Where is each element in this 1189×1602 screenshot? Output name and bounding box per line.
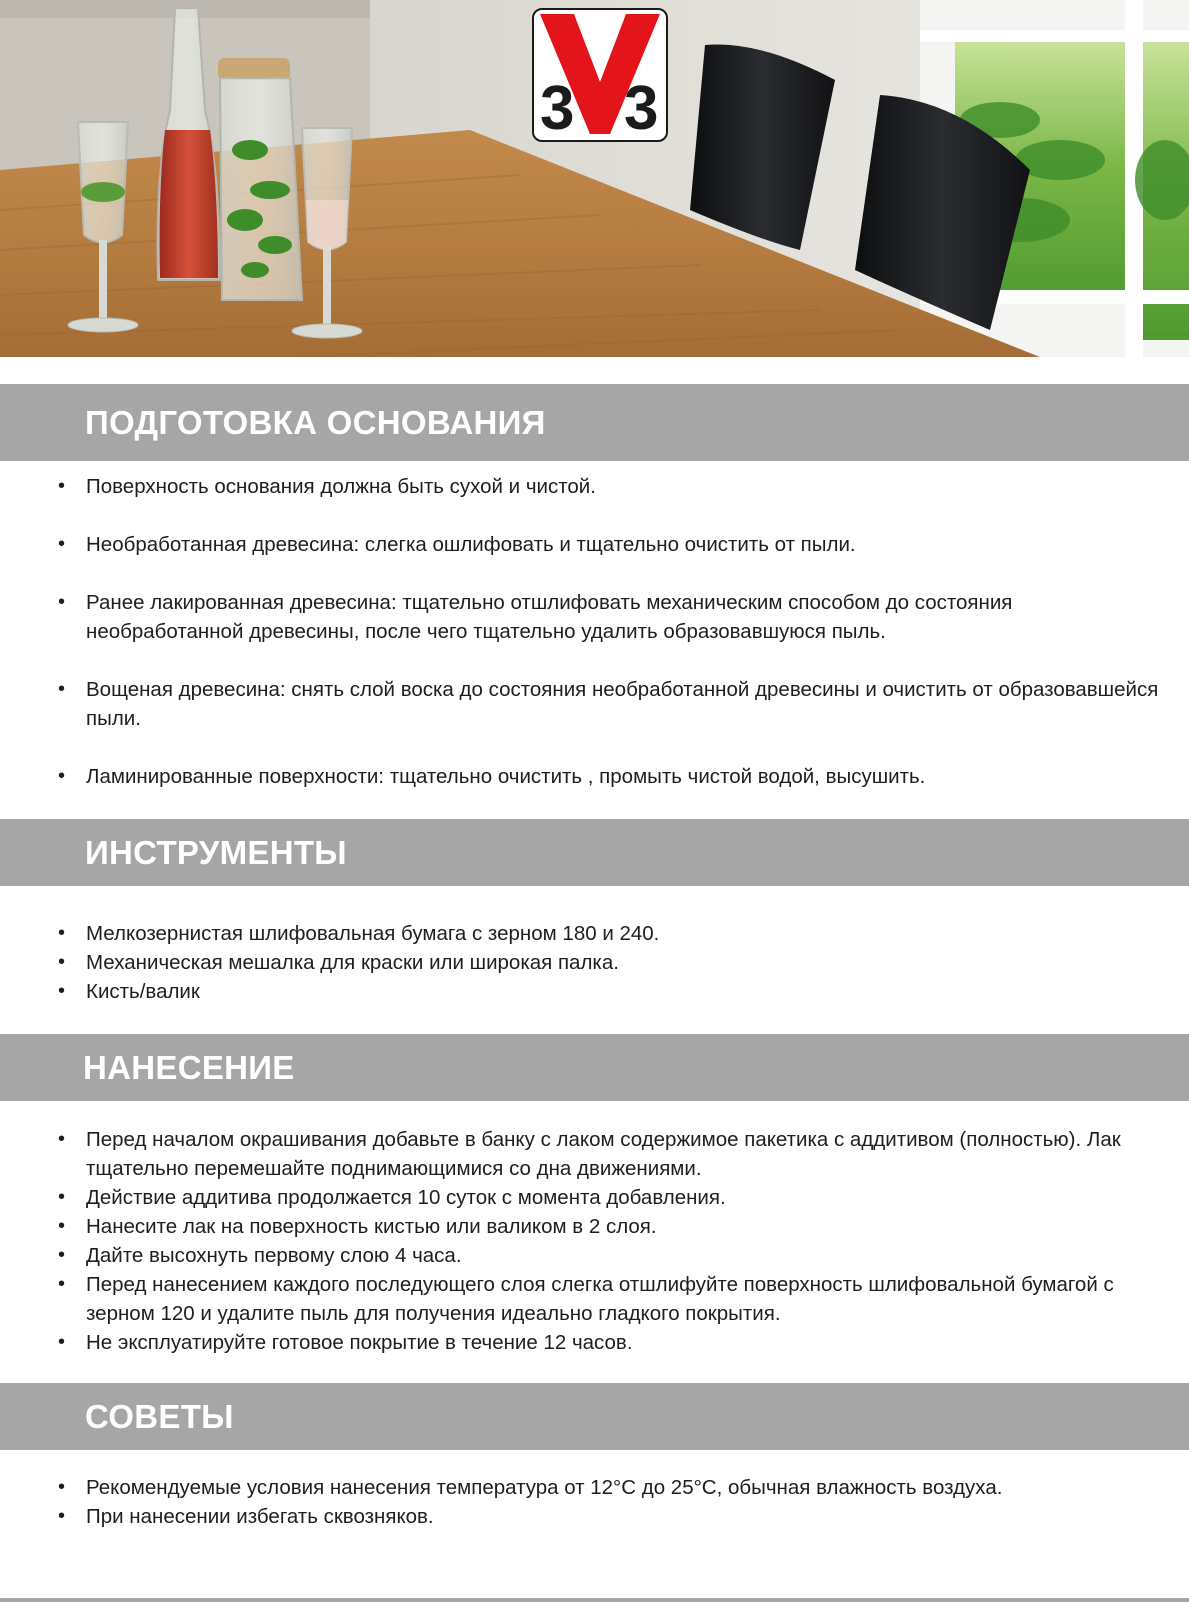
section-header-application [0,1034,1189,1101]
list-item: • Действие аддитива продолжается 10 суток с момента добавления. [0,1183,1189,1212]
tips-list [0,1473,1189,1531]
list-item: • Вощеная древесина: снять слой воска до состояния необработанной древесины и очистить от образовавшейся пыли. [0,675,1189,733]
logo-3v3-icon [534,10,666,140]
list-item: • Кисть/валик [0,977,1189,1006]
bottom-divider [0,1598,1189,1602]
list-item: • Поверхность основания должна быть сухой и чистой. [0,472,1189,501]
section-header-tools [0,819,1189,886]
list-item: • Ранее лакированная древесина: тщательно отшлифовать механическим способом до состояния необработанной древесины, после чего тщательно удалить образовавшуюся пыль. [0,588,1189,646]
hero-photo [0,0,1189,357]
section-title: СОВЕТЫ [85,1397,234,1435]
list-item: • Не эксплуатируйте готовое покрытие в течение 12 часов. [0,1328,1189,1357]
section-header-preparation [0,384,1189,461]
section-title: НАНЕСЕНИЕ [83,1048,295,1086]
list-item: • Механическая мешалка для краски или широкая палка. [0,948,1189,977]
list-item: • Рекомендуемые условия нанесения температура от 12°С до 25°С, обычная влажность воздуха. [0,1473,1189,1502]
brand-logo [532,8,668,142]
svg-text:3: 3 [540,74,575,140]
tools-list [0,919,1189,1006]
preparation-list [0,472,1189,791]
application-list [0,1125,1189,1357]
list-item: • Перед началом окрашивания добавьте в банку с лаком содержимое пакетика с аддитивом (полностью). Лак тщательно перемешайте поднимающимися со дна движениями. [0,1125,1189,1183]
list-item: • Перед нанесением каждого последующего слоя слегка отшлифуйте поверхность шлифовальной бумагой с зерном 120 и удалите пыль для получения идеально гладкого покрытия. [0,1270,1189,1328]
list-item: • Дайте высохнуть первому слою 4 часа. [0,1241,1189,1270]
list-item: • Мелкозернистая шлифовальная бумага с зерном 180 и 240. [0,919,1189,948]
section-header-tips [0,1383,1189,1450]
list-item: • Нанесите лак на поверхность кистью или валиком в 2 слоя. [0,1212,1189,1241]
section-title: ИНСТРУМЕНТЫ [85,833,347,871]
list-item: • При нанесении избегать сквозняков. [0,1502,1189,1531]
section-title: ПОДГОТОВКА ОСНОВАНИЯ [85,403,546,441]
list-item: • Ламинированные поверхности: тщательно очистить , промыть чистой водой, высушить. [0,762,1189,791]
svg-text:3: 3 [624,74,659,140]
list-item: • Необработанная древесина: слегка ошлифовать и тщательно очистить от пыли. [0,530,1189,559]
